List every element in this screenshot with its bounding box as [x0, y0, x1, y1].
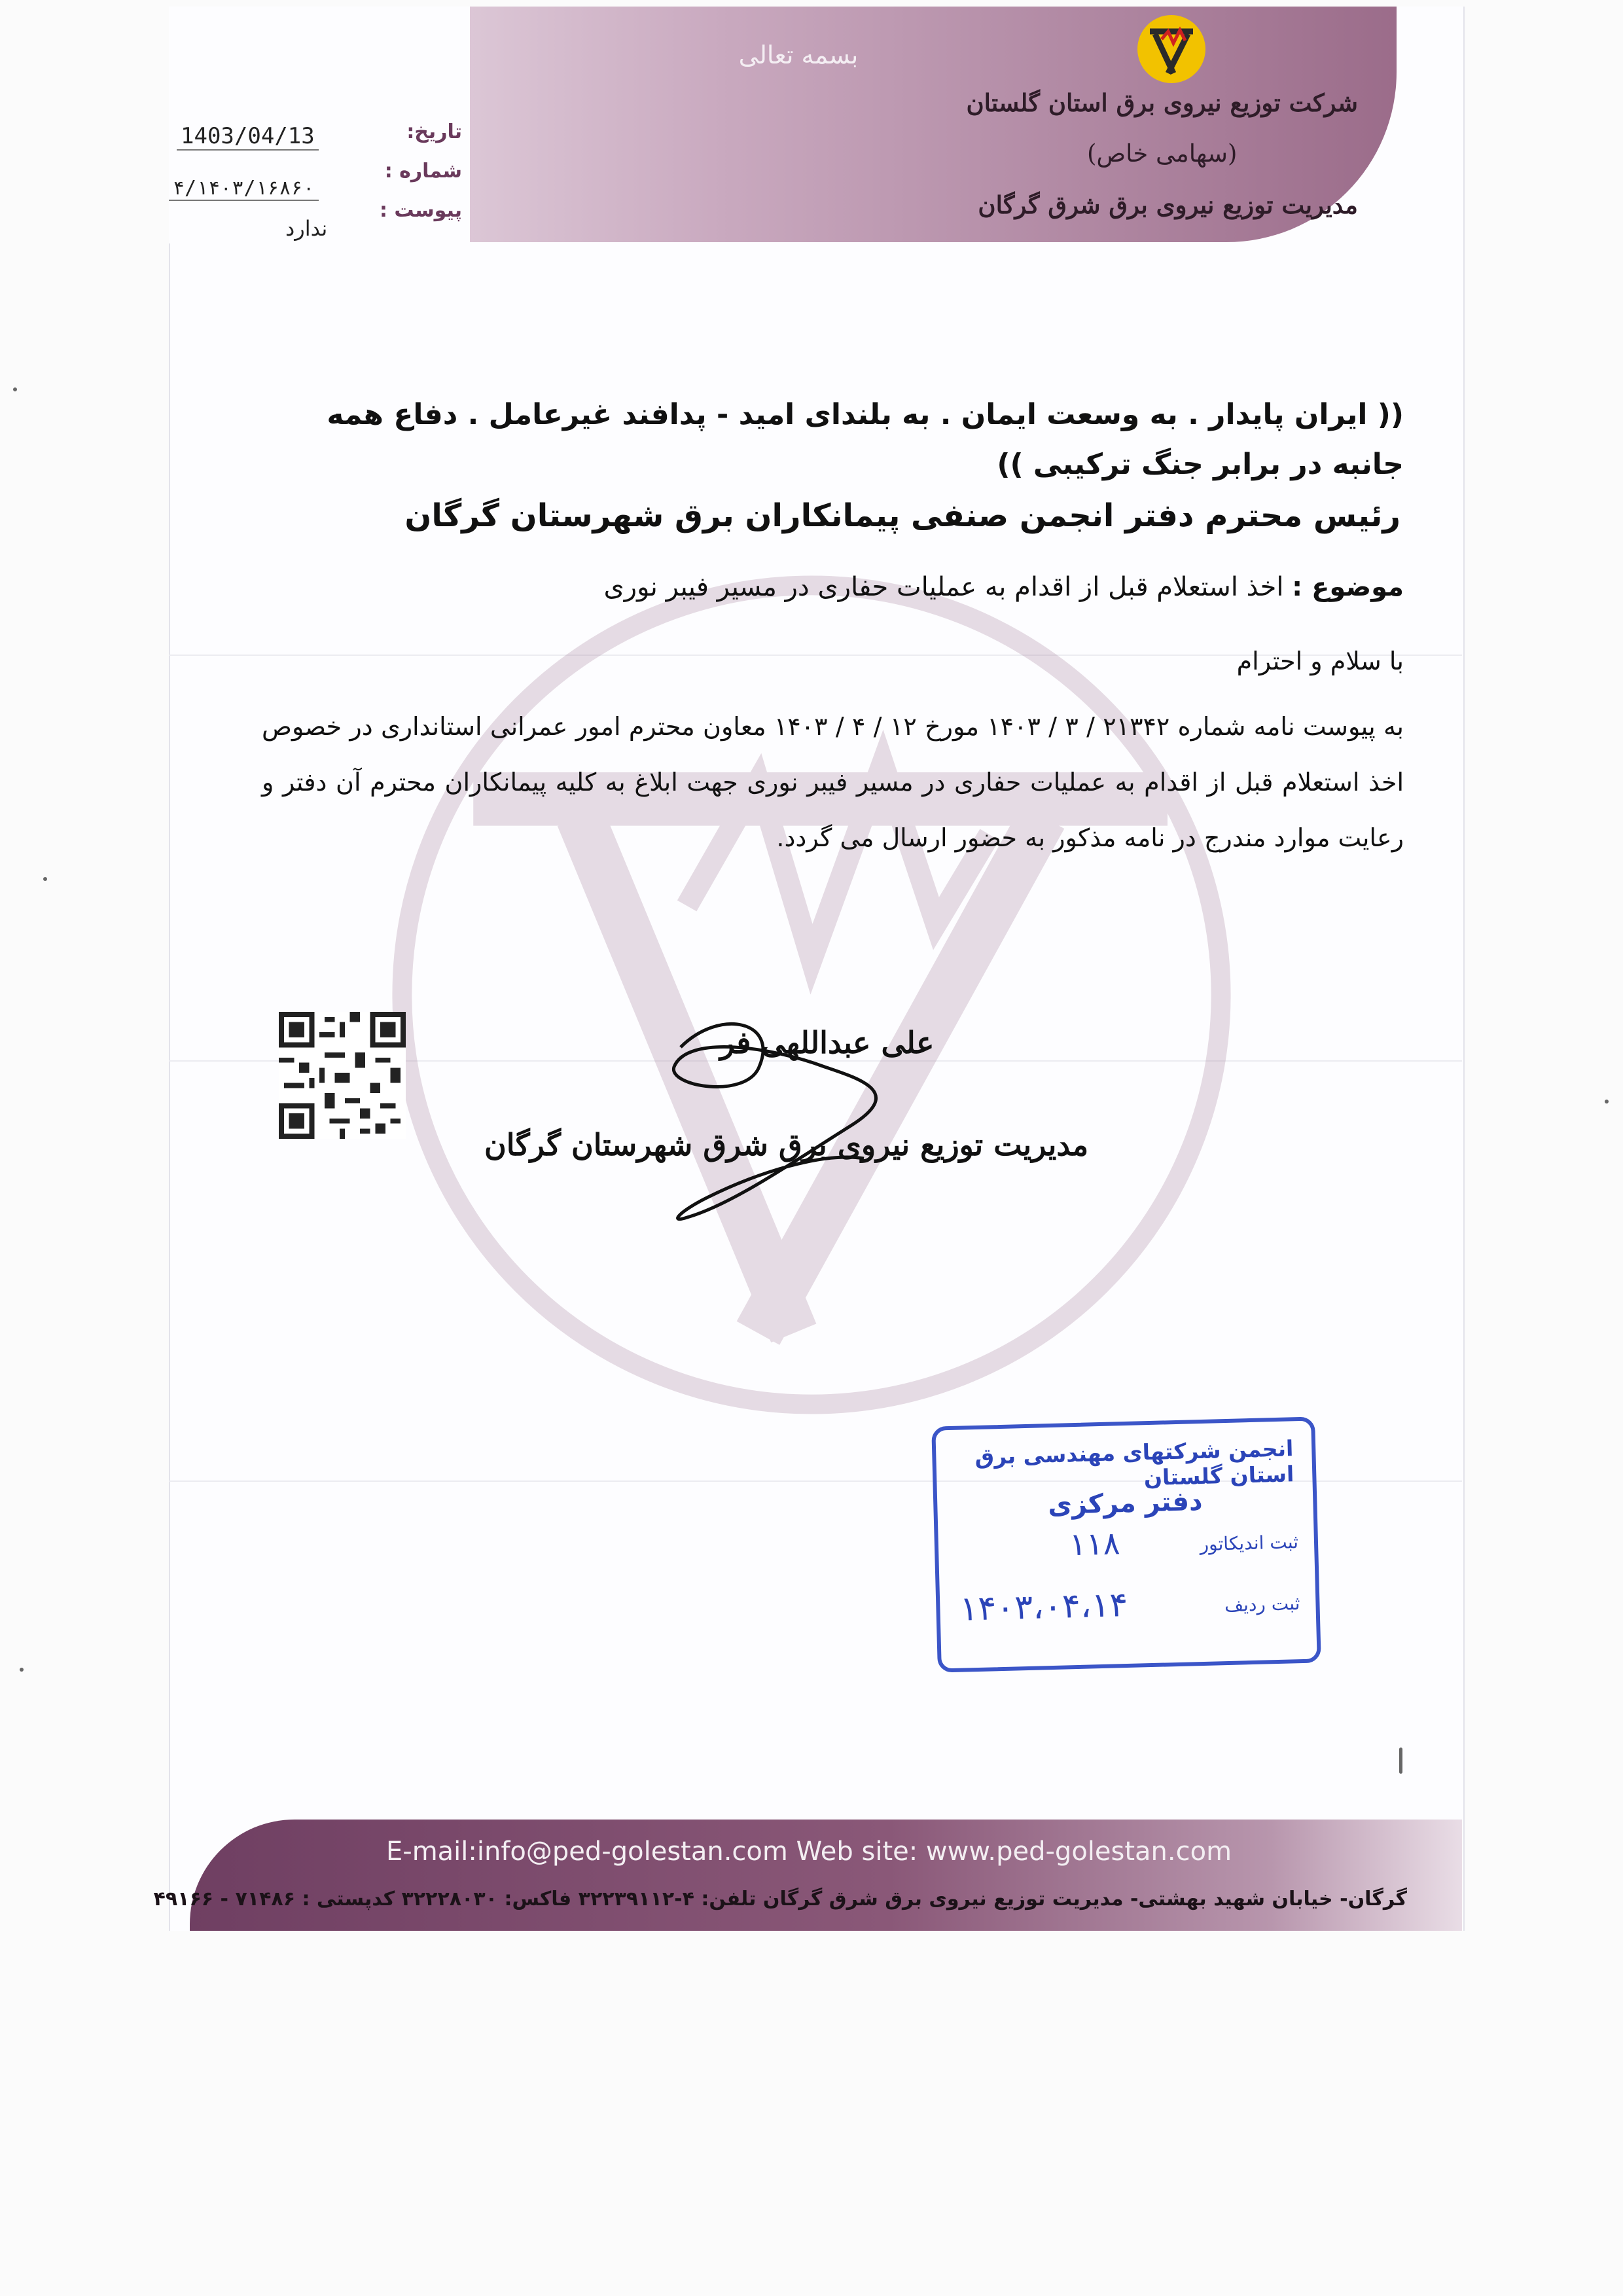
scan-speck	[13, 387, 17, 391]
scan-speck	[1605, 1100, 1609, 1103]
bismillah: بسمه تعالی	[738, 41, 859, 69]
handwritten-signature-icon	[628, 995, 995, 1230]
letter-meta-labels	[370, 113, 462, 230]
stamp-office: دفتر مرکزی	[1047, 1486, 1204, 1521]
company-name: شرکت توزیع نیروی برق استان گلستان	[966, 88, 1358, 117]
subject-text: اخذ استعلام قبل از اقدام به عملیات حفاری در مسیر فیبر نوری	[603, 572, 1284, 602]
footer-address: گرگان- خیابان شهید بهشتی- مدیریت توزیع نیروی برق شرق گرگان تلفن: ۴-۳۲۲۳۹۱۱۲ فاکس: ۳۲۲۲۸۰۳۰ کدپستی : ۷۱۴۸۶ - ۴۹۱۶۶	[153, 1888, 1407, 1910]
signer-name: علی عبداللهی فر	[720, 1025, 935, 1060]
stamp-org: انجمن شرکتهای مهندسی برق استان گلستان	[974, 1435, 1294, 1491]
greeting: با سلام و احترام	[1236, 647, 1404, 675]
scan-speck	[20, 1668, 24, 1672]
company-department: مدیریت توزیع نیروی برق شرق گرگان	[978, 190, 1358, 219]
attachment-value: ندارد	[285, 216, 328, 241]
company-header	[966, 77, 1358, 230]
stamp-indicator-value: ۱۱۸	[1069, 1525, 1121, 1564]
letter-body: به پیوست نامه شماره ۲۱۳۴۲ / ۳ / ۱۴۰۳ مورخ ۱۲ / ۴ / ۱۴۰۳ معاون محترم امور عمرانی استانداری در خصوص اخذ استعلام قبل از اقدام به عملیات حفاری در مسیر فیبر نوری جهت ابلاغ به کلیه پیمانکاران محترم آن دفتر و رعایت موارد مندرج در نامه مذکور به حضور ارسال می گردد.	[262, 712, 1404, 852]
stamp-indicator-label: ثبت اندیکاتور	[1200, 1531, 1299, 1556]
signer-title: مدیریت توزیع نیروی برق شرق شهرستان گرگان	[484, 1127, 1089, 1162]
subject-label: موضوع :	[1292, 572, 1404, 602]
company-type: (سهامی خاص)	[1086, 139, 1238, 168]
recipient: رئیس محترم دفتر انجمن صنفی پیمانکاران برق شهرستان گرگان	[404, 497, 1400, 534]
subject-line	[603, 572, 1404, 602]
number-value: ۴/۱۴۰۳/۱۶۸۶۰	[169, 177, 319, 201]
footer-contact: E-mail:info@ped-golestan.com Web site: www.ped-golestan.com	[386, 1837, 1232, 1867]
stamp-row-label: ثبت ردیف	[1224, 1592, 1300, 1617]
scan-speck	[1399, 1748, 1402, 1774]
scan-speck	[43, 877, 47, 881]
company-logo-icon	[1135, 13, 1207, 85]
date-label: تاریخ:	[406, 120, 462, 143]
registration-stamp	[931, 1416, 1321, 1672]
stamp-row-value: ۱۴۰۳،۰۴،۱۴	[959, 1585, 1129, 1629]
qr-code-icon	[279, 1012, 406, 1139]
attachment-label: پیوست :	[379, 199, 462, 222]
slogan: (( ایران پایدار . به وسعت ایمان . به بلندای امید - پدافند غیرعامل . دفاع همه جانبه در برابر جنگ ترکیبی ))	[327, 398, 1404, 481]
number-label: شماره :	[384, 160, 462, 183]
date-value: 1403/04/13	[177, 123, 319, 151]
